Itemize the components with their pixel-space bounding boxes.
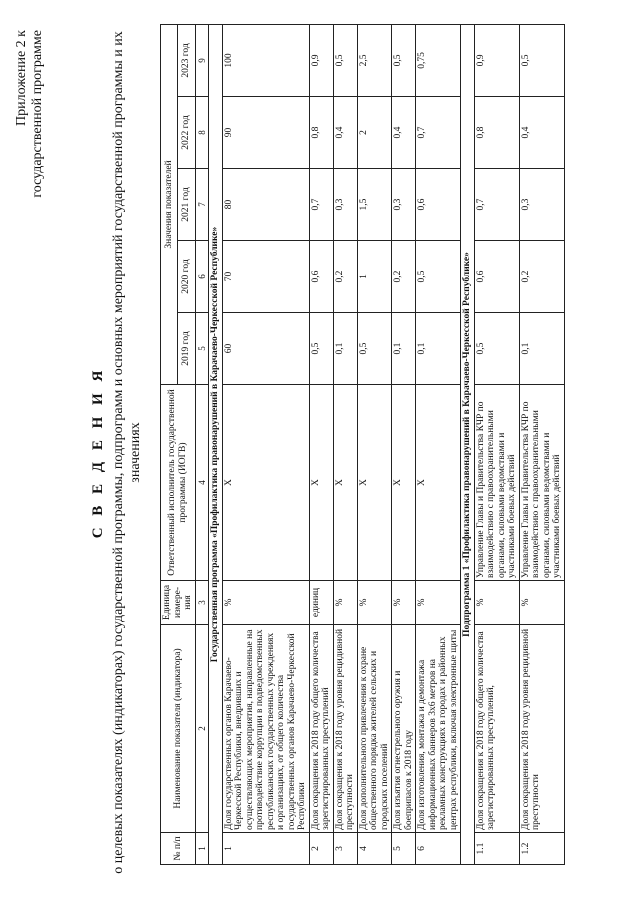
unit-cell: % [416, 581, 461, 625]
value-cell: 0,6 [416, 169, 461, 241]
value-cell: 0,3 [333, 169, 357, 241]
value-cell: 0,9 [474, 24, 519, 96]
row-number: 1 [222, 833, 309, 865]
value-cell: 0,4 [333, 97, 357, 169]
row-number: 6 [416, 833, 461, 865]
row-number: 1.1 [474, 833, 519, 865]
header-executor: Ответственный исполнитель государственной программы (ИОГВ) [161, 385, 196, 581]
unit-cell: % [357, 581, 392, 625]
indicator-name: Доля сокращения к 2018 году общего количества зарегистрированных преступлений, [474, 625, 519, 833]
value-cell: 0,3 [519, 169, 564, 241]
column-number: 1 [195, 833, 209, 865]
table-row [333, 24, 357, 864]
unit-cell: % [519, 581, 564, 625]
table-row [416, 24, 461, 864]
table-row [309, 24, 333, 864]
value-cell: 2,5 [357, 24, 392, 96]
executor-cell: Управление Главы и Правительства КЧР по взаимодействию с правоохранительными органами, силовыми ведомствами и участниками боевых действий [474, 385, 519, 581]
document-subtitle: о целевых показателях (индикаторах) государственной программы, подпрограмм и основных мероприятий государственной программы и их значениях [111, 31, 143, 874]
row-number: 5 [392, 833, 416, 865]
indicator-name: Доля дополнительного привлечения к охране общественного порядка жителей сельских и городских поселений [357, 625, 392, 833]
table-row [474, 24, 519, 864]
value-cell: 0,4 [392, 97, 416, 169]
value-cell: 0,7 [416, 97, 461, 169]
header-num: № п/п [161, 833, 196, 865]
value-cell: 60 [222, 313, 309, 385]
table-row [392, 24, 416, 864]
column-number: 3 [195, 581, 209, 625]
executor-cell: Х [357, 385, 392, 581]
column-number: 4 [195, 385, 209, 581]
value-cell: 0,2 [392, 241, 416, 313]
value-cell: 0,5 [519, 24, 564, 96]
executor-cell: Управление Главы и Правительства КЧР по взаимодействию с правоохранительными органами, силовыми ведомствами и участниками боевых действий [519, 385, 564, 581]
unit-cell: % [474, 581, 519, 625]
value-cell: 0,1 [519, 313, 564, 385]
value-cell: 0,7 [309, 169, 333, 241]
indicator-name: Доля сокращения к 2018 году уровня рецидивной преступности [519, 625, 564, 833]
header-unit: Единица измере-ния [161, 581, 196, 625]
value-cell: 0,75 [416, 24, 461, 96]
header-year: 2023 год [178, 24, 195, 96]
unit-cell: единиц [309, 581, 333, 625]
indicator-name: Доля сокращения к 2018 году уровня рецидивной преступности [333, 625, 357, 833]
column-number: 6 [195, 241, 209, 313]
column-numbers-row [195, 24, 209, 864]
appendix-note [14, 30, 46, 198]
value-cell: 0,5 [357, 313, 392, 385]
table-body [209, 24, 565, 864]
row-number: 2 [309, 833, 333, 865]
header-year: 2022 год [178, 97, 195, 169]
indicators-table [160, 24, 565, 865]
executor-cell: Х [416, 385, 461, 581]
value-cell: 80 [222, 169, 309, 241]
indicator-name: Доля изъятия огнестрельного оружия и боеприпасов к 2018 году [392, 625, 416, 833]
executor-cell: Х [333, 385, 357, 581]
unit-cell: % [333, 581, 357, 625]
executor-cell: Х [222, 385, 309, 581]
value-cell: 0,8 [474, 97, 519, 169]
value-cell: 0,1 [416, 313, 461, 385]
value-cell: 2 [357, 97, 392, 169]
value-cell: 0,2 [519, 241, 564, 313]
row-number: 1.2 [519, 833, 564, 865]
row-number: 3 [333, 833, 357, 865]
table-row [222, 24, 309, 864]
section-title: Государственная программа «Профилактика правонарушений в Карачаево-Черкесской Республике» [209, 24, 223, 864]
header-values: Значения показателей [161, 24, 178, 384]
section-title: Подпрограмма 1 «Профилактика правонарушений в Карачаево-Черкесской Республике» [461, 24, 475, 864]
executor-cell: Х [392, 385, 416, 581]
table-row [519, 24, 564, 864]
value-cell: 0,6 [474, 241, 519, 313]
value-cell: 100 [222, 24, 309, 96]
value-cell: 1 [357, 241, 392, 313]
value-cell: 0,1 [333, 313, 357, 385]
unit-cell: % [392, 581, 416, 625]
value-cell: 0,1 [392, 313, 416, 385]
value-cell: 90 [222, 97, 309, 169]
value-cell: 0,4 [519, 97, 564, 169]
header-year: 2021 год [178, 169, 195, 241]
value-cell: 0,3 [392, 169, 416, 241]
row-number: 4 [357, 833, 392, 865]
header-name: Наименование показателя (индикатора) [161, 625, 196, 833]
column-number: 9 [195, 24, 209, 96]
value-cell: 0,5 [416, 241, 461, 313]
executor-cell: Х [309, 385, 333, 581]
header-year: 2020 год [178, 241, 195, 313]
value-cell: 0,7 [474, 169, 519, 241]
indicator-name: Доля изготовления, монтажа и демонтажа информационных баннеров 3х6 метров на рекламных конструкциях в городах и районных центрах республики, включая электронные щиты [416, 625, 461, 833]
column-number: 2 [195, 625, 209, 833]
section-row [209, 24, 223, 864]
value-cell: 0,5 [309, 313, 333, 385]
table-row [357, 24, 392, 864]
header-year: 2019 год [178, 313, 195, 385]
document-title: С В Е Д Е Н И Я [90, 366, 106, 539]
value-cell: 1,5 [357, 169, 392, 241]
value-cell: 0,6 [309, 241, 333, 313]
value-cell: 0,8 [309, 97, 333, 169]
column-number: 7 [195, 169, 209, 241]
value-cell: 0,2 [333, 241, 357, 313]
column-number: 8 [195, 97, 209, 169]
value-cell: 70 [222, 241, 309, 313]
column-number: 5 [195, 313, 209, 385]
unit-cell: % [222, 581, 309, 625]
section-row [461, 24, 475, 864]
value-cell: 0,5 [333, 24, 357, 96]
indicator-name: Доля государственных органов Карачаево-Черкесской Республики, внедривших и осуществляющих мероприятия, направленные на противодействие коррупции в подведомственных республиканских государственных учреждениях и организациях, от общего количества государственных органов Карачаево-Черкесской Республики [222, 625, 309, 833]
appendix-line-2: государственной программе [30, 30, 45, 198]
appendix-line-1: Приложение 2 к [14, 30, 29, 126]
value-cell: 0,5 [474, 313, 519, 385]
value-cell: 0,9 [309, 24, 333, 96]
indicator-name: Доля сокращения к 2018 году общего количества зарегистрированных преступлений [309, 625, 333, 833]
value-cell: 0,5 [392, 24, 416, 96]
